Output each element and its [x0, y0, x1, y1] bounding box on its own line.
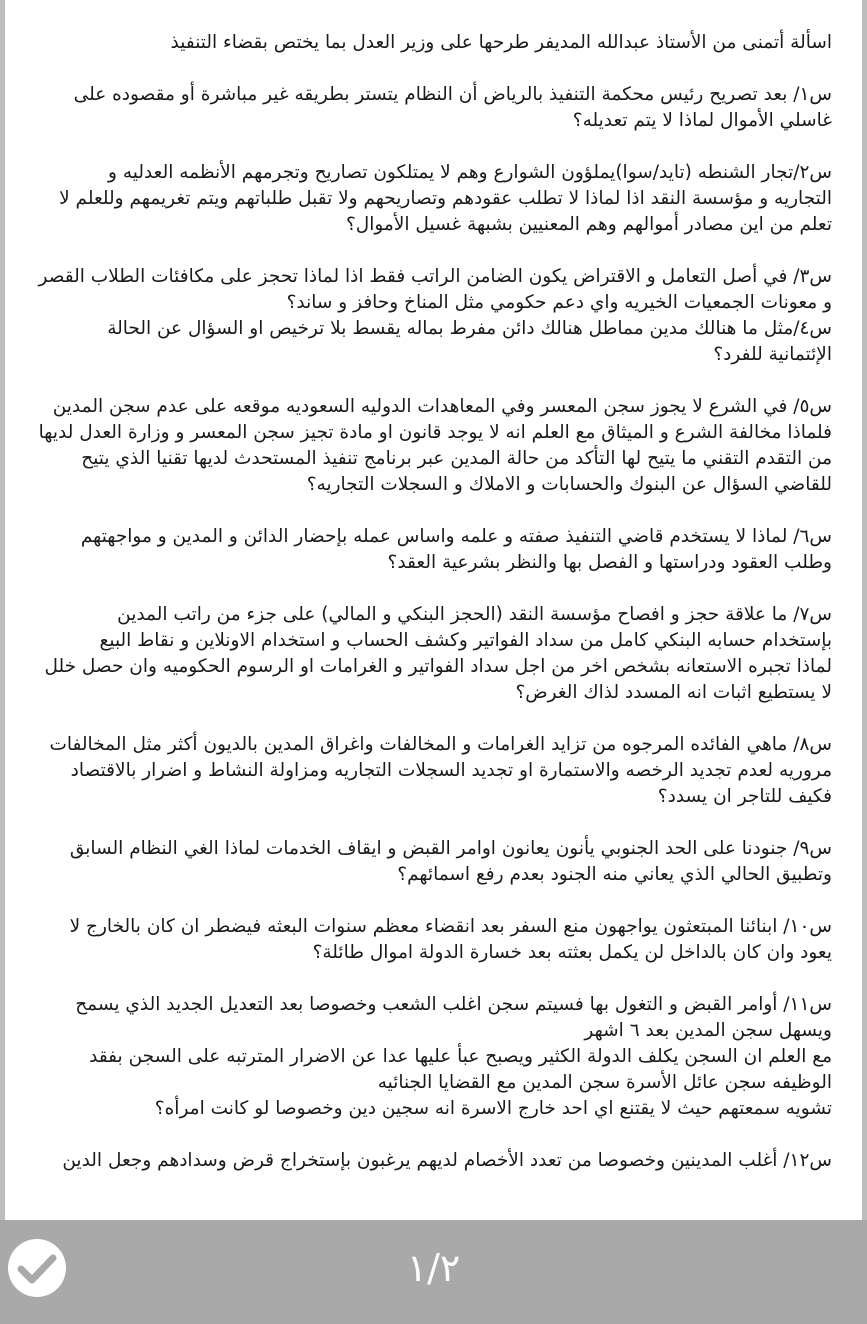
question-2: س٢/تجار الشنطه (تايد/سوا)يملؤون الشوارع وهم لا يمتلكون تصاريح وتجرمهم الأنظمه العدليه و التجاريه و مؤسسة النقد اذا لماذا لا تطلب عقودهم وتصاريحهم ولا تقبل طلباتهم ويتم تغريمهم وللعلم لا تعلم من اين مصادر أموالهم وهم المعنيين بشبهة غسيل الأموال؟: [59, 162, 832, 235]
question-4: س٤/مثل ما هنالك مدين مماطل هنالك دائن مفرط بماله يقسط بلا ترخيص او السؤال عن الحالة الإئتمانية للفرد؟: [107, 318, 832, 365]
document-body: [22, 30, 832, 1174]
question-9: س٩/ جنودنا على الحد الجنوبي يأنون يعانون اوامر القبض و ايقاف الخدمات لماذا الغي النظام السابق وتطبيق الحالي الذي يعاني منه الجنود بعدم رفع اسمائهم؟: [69, 838, 832, 885]
question-6: س٦/ لماذا لا يستخدم قاضي التنفيذ صفته و علمه واساس عمله بإحضار الدائن و المدين و مواجهتهم وطلب العقود ودراستها و الفصل بها والنظر بشرعية العقد؟: [80, 526, 832, 573]
document-title: اسألة أتمنى من الأستاذ عبدالله المديفر طرحها على وزير العدل بما يختص بقضاء التنفيذ: [170, 32, 832, 53]
frame-border-right: [862, 0, 867, 1220]
question-10: س١٠/ ابنائنا المبتعثون يواجهون منع السفر بعد انقضاء معظم سنوات البعثه فيضطر ان كان بالخارج لا يعود وان كان بالداخل لن يكمل بعثته بعد خسارة الدولة اموال طائلة؟: [69, 916, 832, 963]
question-3: س٣/ في أصل التعامل و الاقتراض يكون الضامن الراتب فقط اذا لماذا تحجز على مكافئات الطلاب القصر و معونات الجمعيات الخيريه واي دعم حكومي مثل المناخ وحافز و ساند؟: [38, 266, 832, 313]
question-12: س١٢/ أغلب المدينين وخصوصا من تعدد الأخصام لديهم يرغبون بإستخراج قرض وسدادهم وجعل الدين: [62, 1150, 832, 1171]
question-11: س١١/ أوامر القبض و التغول بها فسيتم سجن اغلب الشعب وخصوصا بعد التعديل الجديد الذي يسمح ويسهل سجن المدين بعد ٦ اشهر مع العلم ان السجن يكلف الدولة الكثير ويصبح عبأ عليها عدا عن الاضرار المترتبه على السجن بفقد الوظيفه سجن عائل الأسرة سجن المدين مع القضايا الجنائيه تشويه سمعتهم حيث لا يقتنع اي احد خارج الاسرة انه سجين دين وخصوصا لو كانت امرأه؟: [75, 994, 832, 1119]
page-footer-bar: [0, 1220, 867, 1324]
question-8: س٨/ ماهي الفائده المرجوه من تزايد الغرامات و المخالفات واغراق المدين بالديون أكثر مثل المخالفات مروريه لعدم تجديد الرخصه والاستمارة او تجديد السجلات التجاريه ومزاولة النشاط و اضرار بالاقتصاد فكيف للتاجر ان يسدد؟: [49, 734, 832, 807]
frame-border-left: [0, 0, 5, 1220]
question-7: س٧/ ما علاقة حجز و افصاح مؤسسة النقد (الحجز البنكي و المالي) على جزء من راتب المدين بإستخدام حسابه البنكي كامل من سداد الفواتير وكشف الحساب و استخدام الاونلاين و نقاط البيع لماذا تجبره الاستعانه بشخص اخر من اجل سداد الفواتير و الغرامات او الرسوم الحكوميه وان حصل خلل لا يستطيع اثبات انه المسدد لذاك الغرض؟: [44, 604, 832, 703]
question-5: س٥/ في الشرع لا يجوز سجن المعسر وفي المعاهدات الدوليه السعوديه موقعه على عدم سجن المدين فلماذا مخالفة الشرع و الميثاق مع العلم انه لا يوجد قانون او مادة تجيز سجن المعسر و وزارة العدل لديها من التقدم التقني ما يتيح لها التأكد من حالة المدين عبر برنامج تنفيذ المستحدث لديها تقنيا الذي يتيح للقاضي السؤال عن البنوك والحسابات و الاملاك و السجلات التجاريه؟: [38, 396, 832, 495]
question-1: س١/ بعد تصريح رئيس محكمة التنفيذ بالرياض أن النظام يتستر بطريقه غير مباشرة أو مقصوده على غاسلي الأموال لماذا لا يتم تعديله؟: [73, 84, 832, 131]
page-indicator: ١/٢: [406, 1246, 461, 1290]
